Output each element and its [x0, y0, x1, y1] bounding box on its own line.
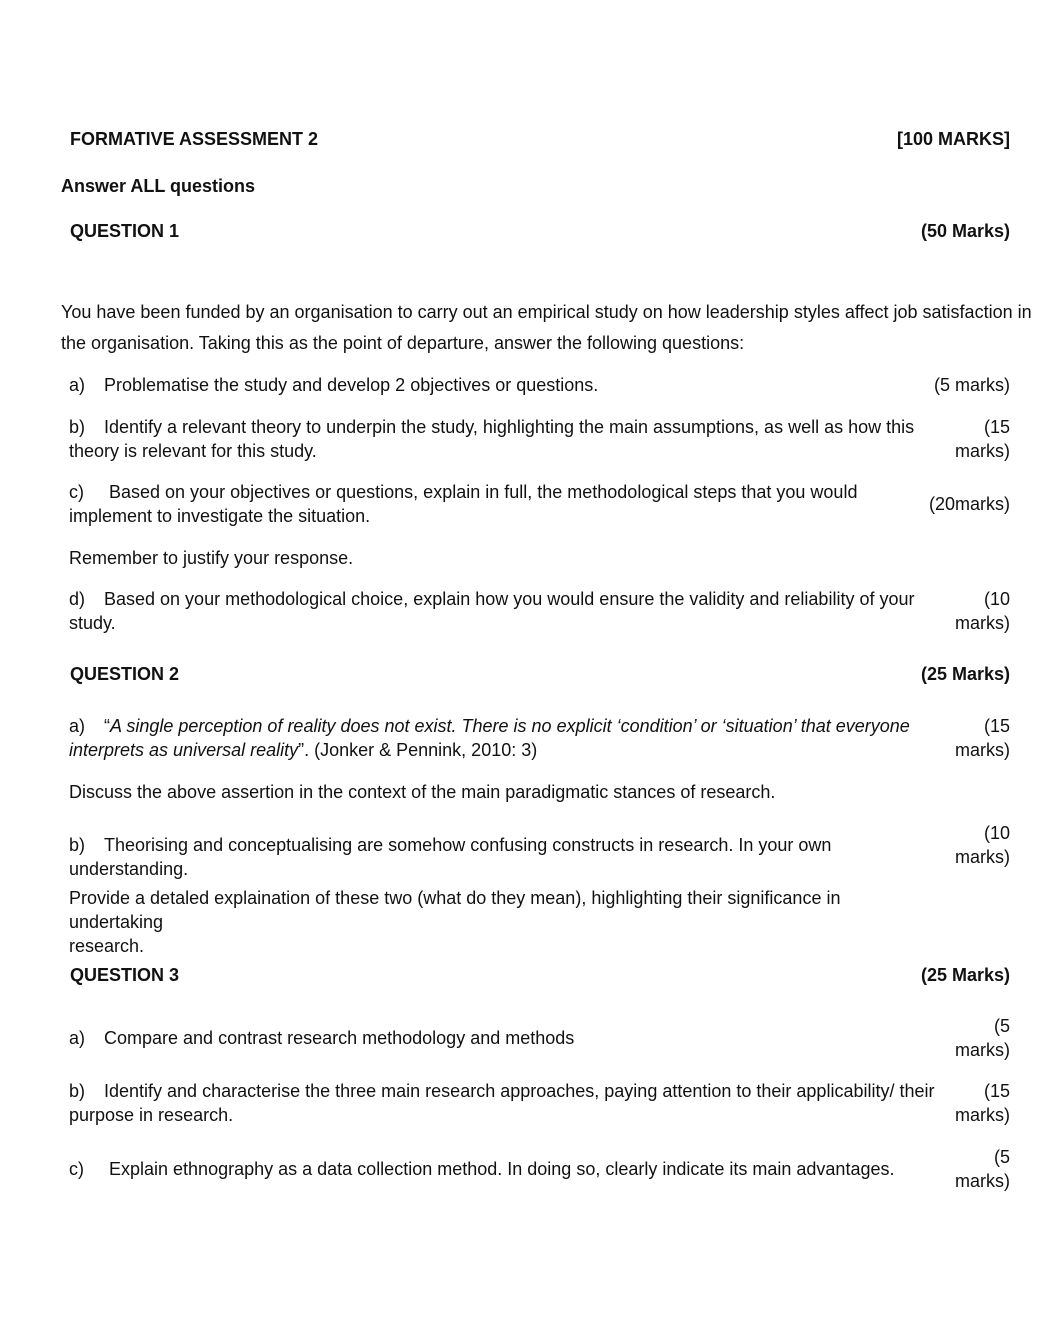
- intro-line: You have been funded by an organisation to carry out an empirical study on how leadership styles affect job satisfaction in: [61, 302, 1032, 322]
- question-2-title: QUESTION 2: [70, 664, 180, 684]
- q2-part-a: [69, 714, 939, 762]
- quote-text: A single perception of reality does not exist. There is no explicit ‘condition’ or ‘situation’ that everyone: [110, 716, 910, 736]
- intro-line: the organisation. Taking this as the point of departure, answer the following questions:: [61, 333, 745, 353]
- q1-part-a: [69, 373, 939, 397]
- part-label: b): [69, 835, 86, 855]
- marks-line: (5: [993, 1016, 1010, 1036]
- part-text: Problematise the study and develop 2 objectives or questions.: [104, 375, 599, 395]
- note-line: research.: [69, 936, 145, 956]
- q3-part-c: [69, 1157, 939, 1181]
- quote-text: interprets as universal reality: [69, 740, 299, 760]
- q1-part-a-marks: (5 marks): [934, 375, 1010, 395]
- part-label: a): [69, 1028, 86, 1048]
- marks-line: marks): [955, 441, 1010, 461]
- question-1-intro: [61, 297, 1041, 359]
- open-quote: “: [104, 716, 110, 736]
- part-label: b): [69, 417, 86, 437]
- part-text: Identify a relevant theory to underpin the study, highlighting the main assumptions, as well as how this: [104, 417, 915, 437]
- total-marks: [100 MARKS]: [896, 129, 1010, 149]
- part-label: b): [69, 1081, 86, 1101]
- marks-line: marks): [955, 1105, 1010, 1125]
- part-label: d): [69, 589, 86, 609]
- q1-remember-note: Remember to justify your response.: [69, 548, 354, 568]
- marks-line: (10: [983, 823, 1010, 843]
- part-text: Identify and characterise the three main research approaches, paying attention to their applicability/ their: [104, 1081, 935, 1101]
- q1-part-b: [69, 415, 939, 463]
- marks-line: marks): [955, 740, 1010, 760]
- marks-line: (10: [983, 589, 1010, 609]
- marks-line: (5: [993, 1147, 1010, 1167]
- q2-provide-note: [69, 886, 939, 958]
- note-line: Provide a detaled explaination of these two (what do they mean), highlighting their significance in undertaking: [69, 888, 841, 932]
- q2-discuss-note: Discuss the above assertion in the context of the main paradigmatic stances of research.: [69, 782, 776, 802]
- marks-line: marks): [955, 1040, 1010, 1060]
- question-1-marks: (50 Marks): [920, 221, 1010, 241]
- part-text: Based on your methodological choice, explain how you would ensure the validity and reliability of your: [104, 589, 915, 609]
- q3-part-c-marks: [920, 1145, 1010, 1193]
- q2-part-a-marks: [920, 714, 1010, 762]
- part-text: theory is relevant for this study.: [69, 441, 317, 461]
- part-text: Theorising and conceptualising are somehow confusing constructs in research. In your own understanding.: [69, 835, 832, 879]
- part-text: Explain ethnography as a data collection method. In doing so, clearly indicate its main advantages.: [109, 1159, 895, 1179]
- q3-part-b-marks: [920, 1079, 1010, 1127]
- q1-part-c-marks: (20marks): [928, 494, 1010, 514]
- marks-line: (15: [983, 716, 1010, 736]
- question-2-marks: (25 Marks): [920, 664, 1010, 684]
- q1-part-b-marks: [920, 415, 1010, 463]
- question-3-marks: (25 Marks): [920, 965, 1010, 985]
- marks-line: marks): [955, 1171, 1010, 1191]
- q1-part-c: [69, 480, 939, 528]
- marks-line: (15: [983, 417, 1010, 437]
- part-label: a): [69, 716, 86, 736]
- part-label: c): [69, 482, 84, 502]
- marks-line: marks): [955, 847, 1010, 867]
- part-text: study.: [69, 613, 116, 633]
- q2-part-b-marks: [920, 821, 1010, 869]
- q2-part-b: [69, 833, 949, 881]
- question-1-title: QUESTION 1: [70, 221, 180, 241]
- part-label: a): [69, 375, 86, 395]
- part-text: purpose in research.: [69, 1105, 234, 1125]
- part-text: implement to investigate the situation.: [69, 506, 371, 526]
- part-text: Compare and contrast research methodology and methods: [104, 1028, 575, 1048]
- instruction: Answer ALL questions: [61, 176, 256, 196]
- q1-part-d: [69, 587, 939, 635]
- q3-part-a: [69, 1026, 939, 1050]
- part-text: Based on your objectives or questions, explain in full, the methodological steps that you would: [109, 482, 858, 502]
- assessment-title: FORMATIVE ASSESSMENT 2: [70, 129, 319, 149]
- q1-part-d-marks: [920, 587, 1010, 635]
- marks-line: marks): [955, 613, 1010, 633]
- question-3-title: QUESTION 3: [70, 965, 180, 985]
- citation: ”. (Jonker & Pennink, 2010: 3): [298, 740, 538, 760]
- q3-part-a-marks: [920, 1014, 1010, 1062]
- marks-line: (15: [983, 1081, 1010, 1101]
- q3-part-b: [69, 1079, 939, 1127]
- part-label: c): [69, 1159, 84, 1179]
